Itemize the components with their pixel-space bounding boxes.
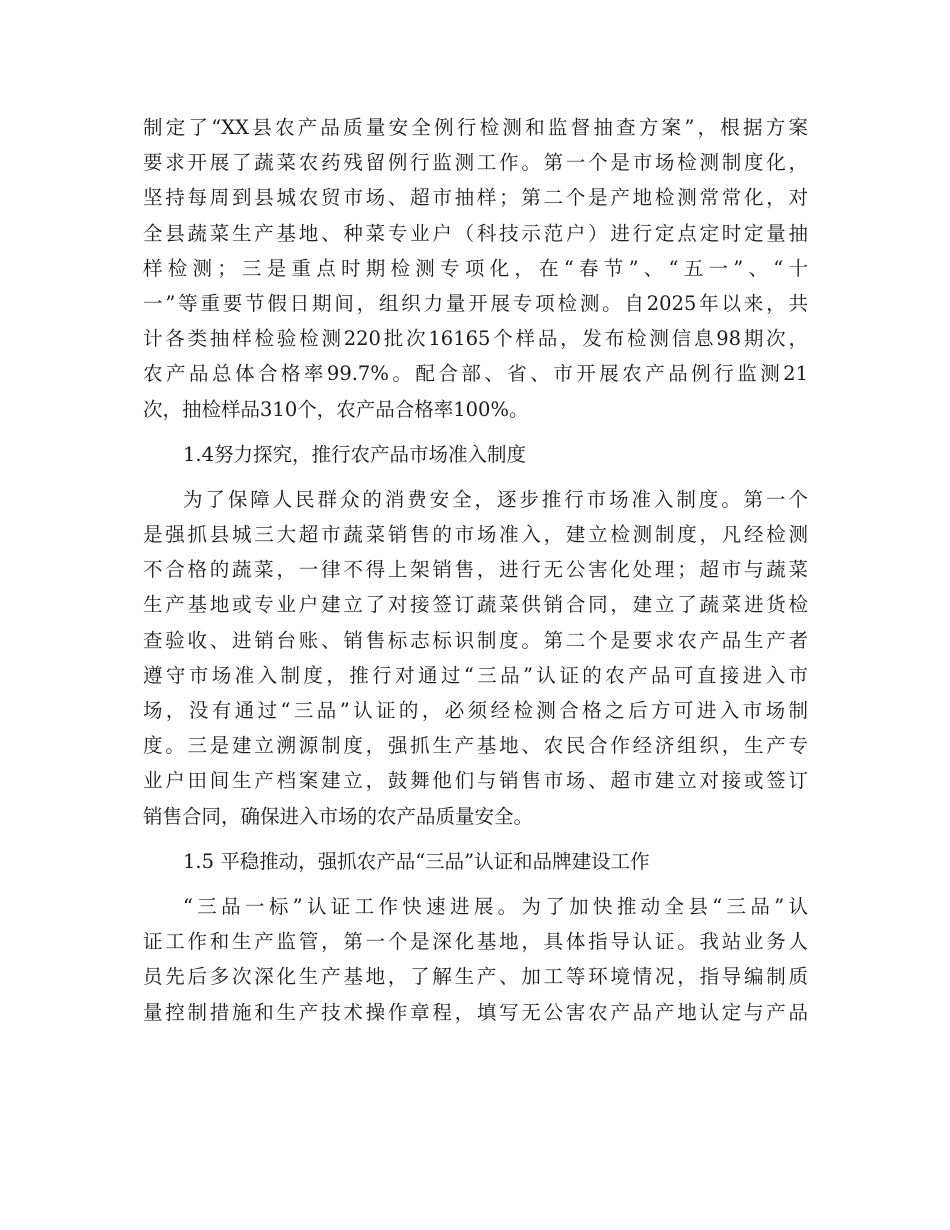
text-line: 销售合同，确保进入市场的农产品质量安全。 [143, 804, 534, 828]
text-line: 证工作和生产监管，第一个是深化基地，具体指导认证。我站业务人 [143, 930, 808, 954]
text-line: 业户田间生产档案建立，鼓舞他们与销售市场、超市建立对接或签订 [143, 769, 808, 793]
text-line: 样检测；三是重点时期检测专项化，在“春节”、“五一”、“十 [143, 256, 808, 280]
text-line: “三品一标”认证工作快速进展。为了加快推动全县“三品”认 [183, 894, 808, 918]
text-line: 是强抓县城三大超市蔬菜销售的市场准入，建立检测制度，凡经检测 [143, 523, 808, 547]
text-line: 遵守市场准入制度，推行对通过“三品”认证的农产品可直接进入市 [143, 663, 808, 687]
text-line: 生产基地或专业户建立了对接签订蔬菜供销合同，建立了蔬菜进货检 [143, 593, 808, 617]
text-line: 要求开展了蔬菜农药残留例行监测工作。第一个是市场检测制度化， [143, 151, 808, 175]
text-line: 农产品总体合格率99.7%。配合部、省、市开展农产品例行监测21 [143, 362, 808, 386]
text-line: 查验收、进销台账、销售标志标识制度。第二个是要求农产品生产者 [143, 628, 808, 652]
text-line: 制定了“XX县农产品质量安全例行检测和监督抽查方案”，根据方案 [143, 116, 808, 139]
section-heading-1-4: 1.4努力探究，推行农产品市场准入制度 [183, 442, 527, 466]
text-line: 一”等重要节假日期间，组织力量开展专项检测。自2025年以来，共 [143, 291, 808, 315]
paragraph-certification [143, 889, 808, 1030]
text-line: 次，抽检样品310个，农产品合格率100%。 [143, 397, 529, 421]
text-line: 为了保障人民群众的消费安全，逐步推行市场准入制度。第一个 [183, 487, 808, 511]
text-line: 坚持每周到县城农贸市场、超市抽样；第二个是产地检测常常化，对 [143, 186, 808, 210]
paragraph-testing-plan [143, 110, 808, 427]
paragraph-market-access [143, 482, 808, 834]
section-heading-1-5: 1.5 平稳推动，强抓农产品“三品”认证和品牌建设工作 [183, 849, 650, 873]
text-line: 员先后多次深化生产基地，了解生产、加工等环境情况，指导编制质 [143, 965, 808, 989]
text-line: 量控制措施和生产技术操作章程，填写无公害农产品产地认定与产品 [143, 1000, 808, 1024]
text-line: 不合格的蔬菜，一律不得上架销售，进行无公害化处理；超市与蔬菜 [143, 558, 808, 582]
text-line: 全县蔬菜生产基地、种菜专业户（科技示范户）进行定点定时定量抽 [143, 221, 808, 245]
text-line: 度。三是建立溯源制度，强抓生产基地、农民合作经济组织，生产专 [143, 734, 808, 758]
text-line: 场，没有通过“三品”认证的，必须经检测合格之后方可进入市场制 [143, 699, 808, 722]
document-body [143, 110, 808, 1030]
text-line: 计各类抽样检验检测220批次16165个样品，发布检测信息98期次， [143, 327, 808, 351]
